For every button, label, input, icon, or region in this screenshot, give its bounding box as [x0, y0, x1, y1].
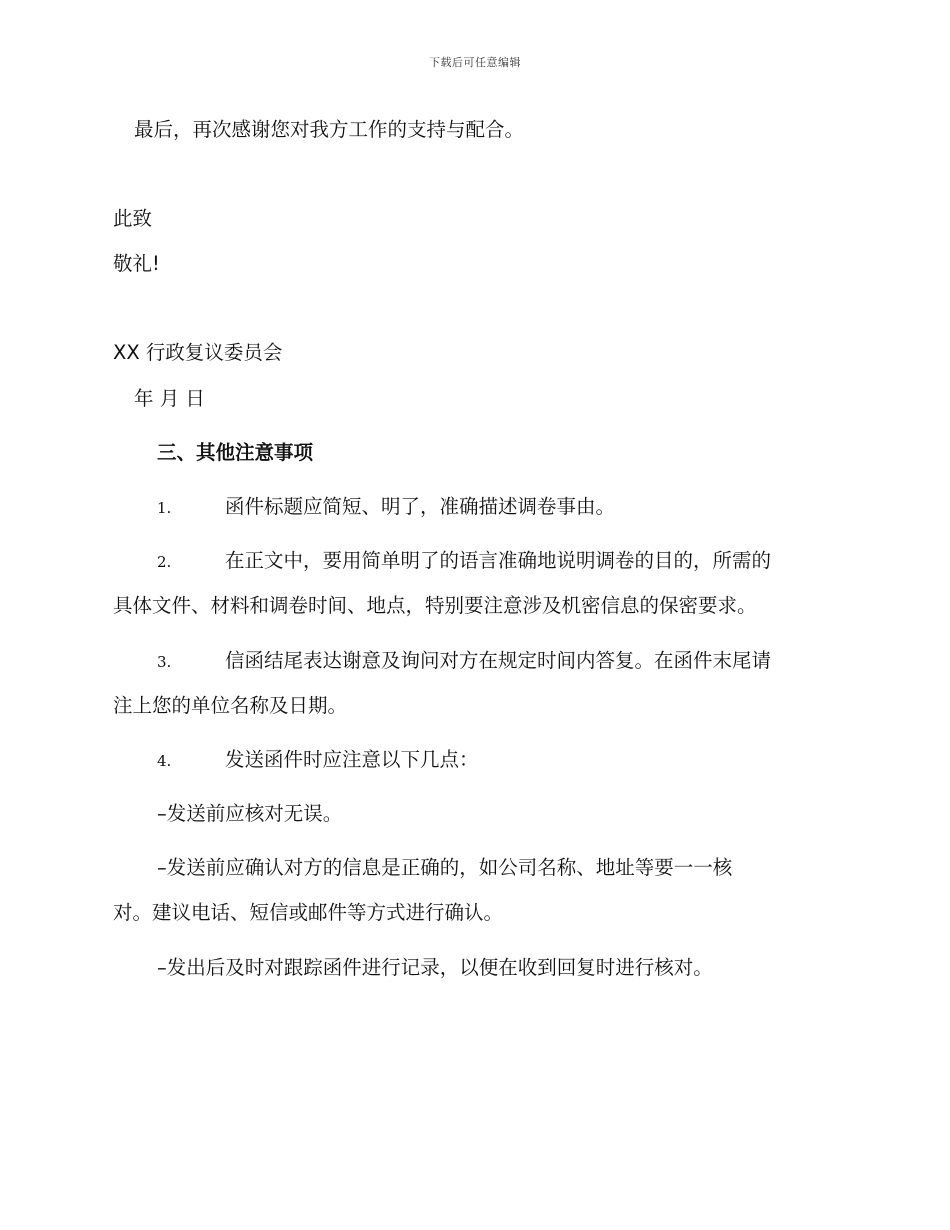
page-header-note: 下载后可任意编辑 [429, 56, 521, 69]
note-item-number: 1. [157, 499, 172, 517]
note-item-number: 2. [157, 553, 172, 571]
salutation-line-2: 敬礼! [113, 252, 160, 275]
bullet-item-2: –发送前应确认对方的信息是正确的，如公司名称、地址等要一一核 [157, 856, 733, 879]
section-heading: 三、其他注意事项 [157, 441, 314, 464]
bullet-item-2-continuation: 对。建议电话、短信或邮件等方式进行确认。 [113, 901, 504, 924]
bullet-item-1: –发送前应核对无误。 [157, 802, 343, 825]
note-item-number: 3. [157, 653, 172, 671]
note-item-3 [157, 651, 771, 671]
note-item-2-continuation: 具体文件、材料和调卷时间、地点，特别要注意涉及机密信息的保密要求。 [113, 594, 757, 617]
note-item-1 [157, 497, 615, 517]
note-item-text: 函件标题应简短、明了，准确描述调卷事由。 [225, 495, 616, 518]
note-item-text: 信函结尾表达谢意及询问对方在规定时间内答复。在函件末尾请 [225, 649, 772, 672]
salutation-line-1: 此致 [113, 207, 153, 230]
note-item-3-continuation: 注上您的单位名称及日期。 [113, 694, 348, 717]
note-item-number: 4. [157, 752, 172, 770]
note-item-2 [157, 551, 771, 571]
signature-organization: XX 行政复议委员会 [113, 341, 283, 364]
closing-thanks: 最后，再次感谢您对我方工作的支持与配合。 [134, 118, 525, 141]
bullet-item-3: –发出后及时对跟踪函件进行记录，以便在收到回复时进行核对。 [157, 956, 713, 979]
note-item-4 [157, 750, 479, 770]
note-item-text: 发送函件时应注意以下几点： [225, 748, 479, 771]
signature-date: 年 月 日 [134, 387, 205, 410]
note-item-text: 在正文中，要用简单明了的语言准确地说明调卷的目的，所需的 [225, 549, 772, 572]
